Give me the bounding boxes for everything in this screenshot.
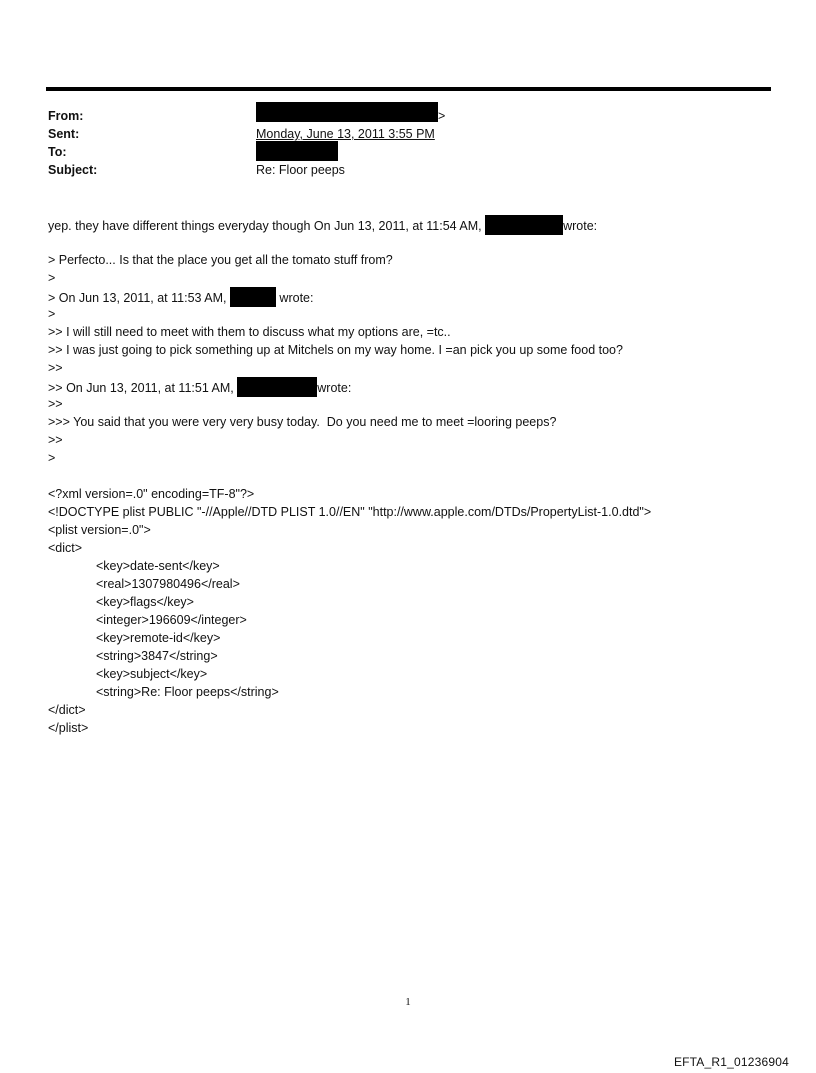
plist-line: </plist> — [48, 721, 89, 735]
plist-line: <key>flags</key> — [96, 595, 194, 609]
page-number: 1 — [405, 996, 411, 1008]
quoted-line: > Perfecto... Is that the place you get all the tomato stuff from? — [48, 253, 393, 267]
message-text: wrote: — [275, 291, 314, 305]
plist-line: <key>subject</key> — [96, 667, 208, 681]
to-value — [256, 141, 338, 161]
message-text: wrote: — [563, 219, 598, 233]
quoted-line: > — [48, 451, 56, 465]
redaction-block — [237, 377, 317, 397]
quoted-line: > — [48, 307, 56, 321]
to-label: To: — [48, 145, 67, 159]
plist-line: <real>1307980496</real> — [96, 577, 240, 591]
quoted-line — [48, 287, 313, 307]
quoted-line: >>> You said that you were very very busy today. Do you need me to meet =looring peeps? — [48, 415, 557, 429]
plist-line: <key>date-sent</key> — [96, 559, 220, 573]
sent-value: Monday, June 13, 2011 3:55 PM — [256, 127, 435, 141]
message-text: > On Jun 13, 2011, at 11:53 AM, — [48, 291, 230, 305]
plist-line: <string>3847</string> — [96, 649, 218, 663]
redaction-block — [256, 102, 438, 122]
from-label: From: — [48, 109, 84, 123]
quoted-line: >> — [48, 361, 63, 375]
sent-label: Sent: — [48, 127, 80, 141]
plist-line: <string>Re: Floor peeps</string> — [96, 685, 279, 699]
redaction-block — [485, 215, 563, 235]
plist-line: <integer>196609</integer> — [96, 613, 247, 627]
message-text: wrote: — [317, 381, 352, 395]
plist-line: <?xml version=.0" encoding=TF-8"?> — [48, 487, 255, 501]
from-value — [256, 102, 445, 122]
quoted-line: > — [48, 271, 56, 285]
plist-line: <dict> — [48, 541, 83, 555]
header-rule — [46, 87, 771, 91]
plist-line: </dict> — [48, 703, 86, 717]
quoted-line — [48, 377, 351, 397]
redaction-block — [256, 141, 338, 161]
message-line — [48, 215, 597, 235]
plist-line: <key>remote-id</key> — [96, 631, 221, 645]
quoted-line: >> — [48, 397, 63, 411]
quoted-line: >> — [48, 433, 63, 447]
subject-label: Subject: — [48, 163, 98, 177]
message-text: >> On Jun 13, 2011, at 11:51 AM, — [48, 381, 238, 395]
subject-value: Re: Floor peeps — [256, 163, 345, 177]
document-id: EFTA_R1_01236904 — [673, 1055, 789, 1069]
plist-line: <plist version=.0"> — [48, 523, 151, 537]
message-text: yep. they have different things everyday though On Jun 13, 2011, at 11:54 AM, — [48, 219, 486, 233]
redaction-block — [230, 287, 276, 307]
plist-line: <!DOCTYPE plist PUBLIC "-//Apple//DTD PLIST 1.0//EN" "http://www.apple.com/DTDs/PropertyList-1.0.dtd"> — [48, 505, 652, 519]
from-suffix: > — [438, 109, 446, 123]
quoted-line: >> I was just going to pick something up at Mitchels on my way home. I =an pick you up some food too? — [48, 343, 623, 357]
quoted-line: >> I will still need to meet with them to discuss what my options are, =tc.. — [48, 325, 451, 339]
